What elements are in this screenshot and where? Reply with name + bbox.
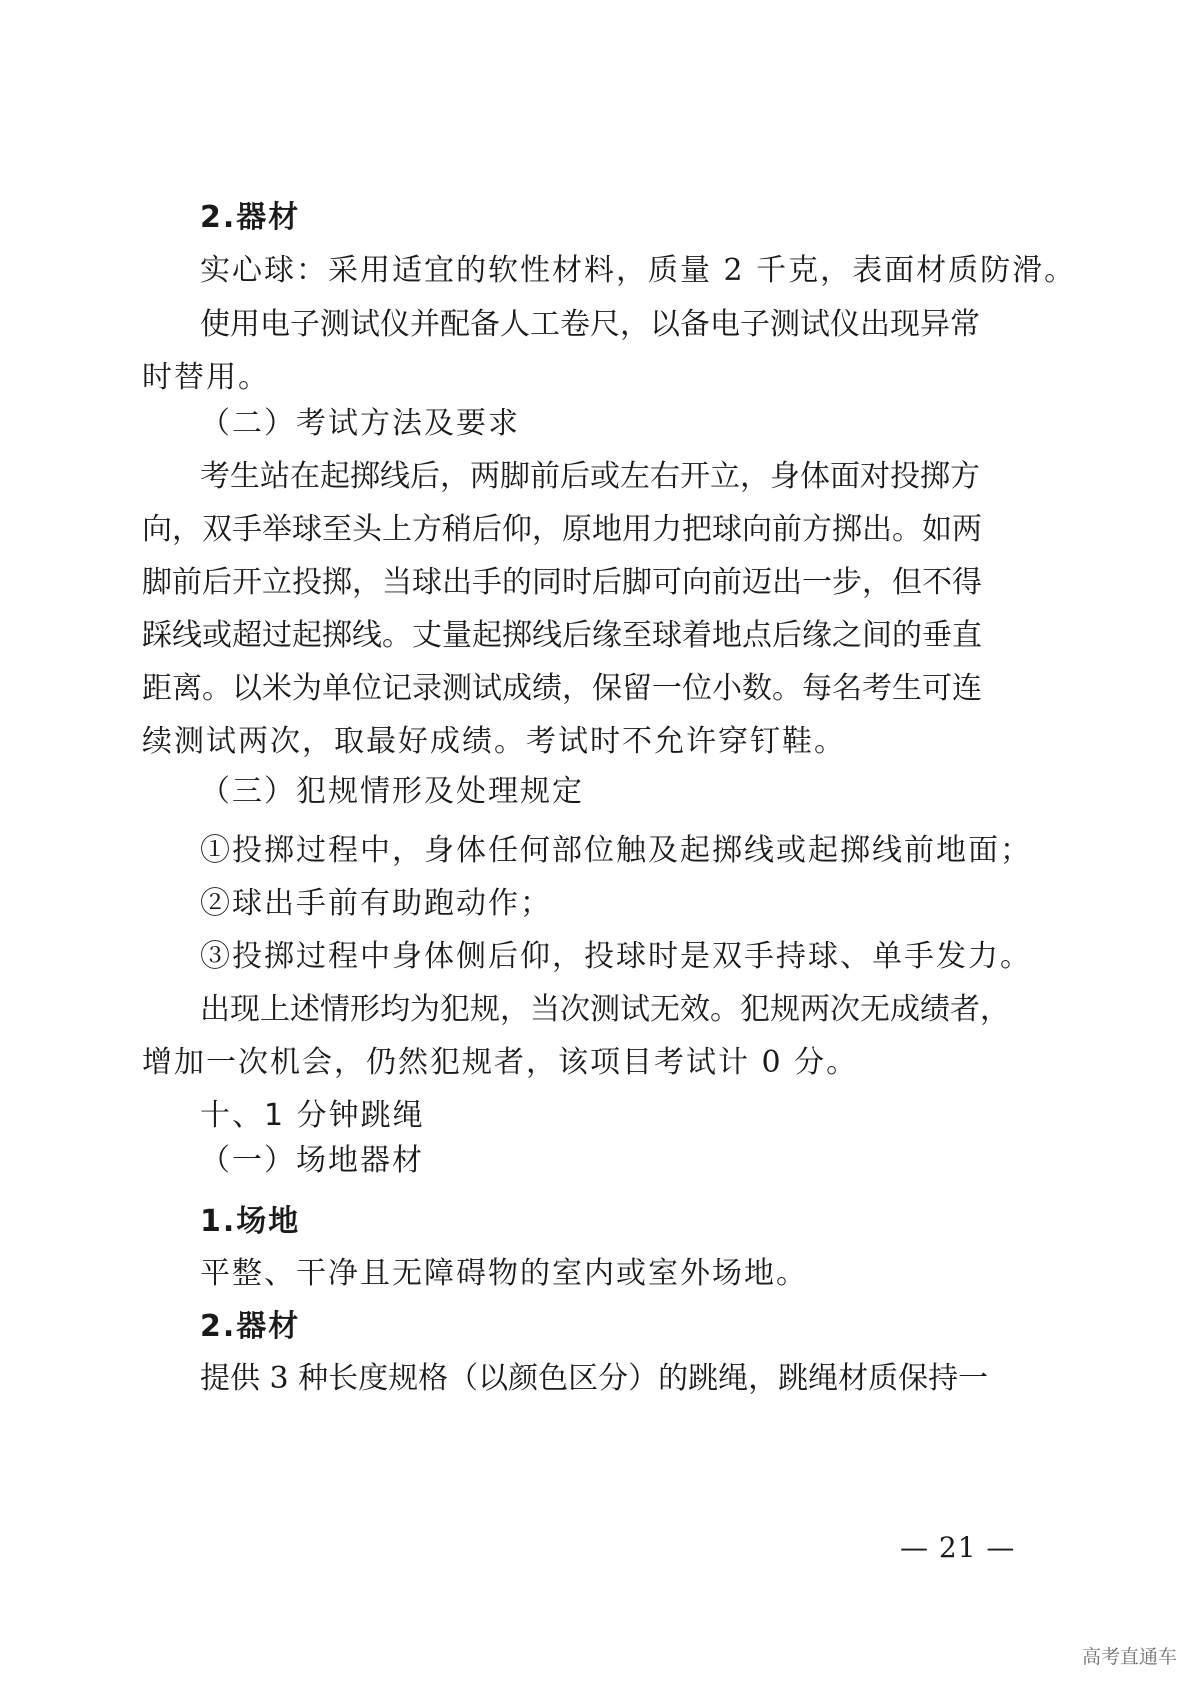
paragraph-line: 出现上述情形均为犯规，当次测试无效。犯规两次无成绩者， <box>200 992 1010 1027</box>
watermark-text: 高考直通车 <box>1081 1646 1177 1668</box>
paragraph-line: 提供 3 种长度规格（以颜色区分）的跳绳，跳绳材质保持一 <box>200 1361 989 1396</box>
section-heading-venue: 1.场地 <box>200 1204 301 1239</box>
paragraph-line: 踩线或超过起掷线。丈量起掷线后缘至球着地点后缘之间的垂直 <box>142 618 982 653</box>
list-item: ②球出手前有助跑动作； <box>200 886 552 921</box>
list-item: ③投掷过程中身体侧后仰，投球时是双手持球、单手发力。 <box>200 939 1032 974</box>
list-item: ①投掷过程中，身体任何部位触及起掷线或起掷线前地面； <box>200 833 1032 868</box>
paragraph-line: 向，双手举球至头上方稍后仰，原地用力把球向前方掷出。如两 <box>142 512 982 547</box>
paragraph-line: 使用电子测试仪并配备人工卷尺，以备电子测试仪出现异常 <box>200 307 980 342</box>
paragraph-line: 距离。以米为单位记录测试成绩，保留一位小数。每名考生可连 <box>142 671 982 706</box>
subsection-heading-method: （二）考试方法及要求 <box>200 406 520 441</box>
paragraph-line: 时替用。 <box>142 360 270 395</box>
subsection-heading-fouls: （三）犯规情形及处理规定 <box>200 774 584 809</box>
paragraph-line: 平整、干净且无障碍物的室内或室外场地。 <box>200 1256 808 1291</box>
paragraph-line: 考生站在起掷线后，两脚前后或左右开立，身体面对投掷方 <box>200 459 980 494</box>
paragraph-line: 增加一次机会，仍然犯规者，该项目考试计 0 分。 <box>142 1045 859 1080</box>
page-number: — 21 — <box>900 1531 1016 1564</box>
paragraph-line: 脚前后开立投掷，当球出手的同时后脚可向前迈出一步，但不得 <box>142 565 982 600</box>
section-heading-equipment-2: 2.器材 <box>200 1309 301 1344</box>
section-heading-equipment: 2.器材 <box>200 200 301 235</box>
subsection-heading-venue: （一）场地器材 <box>200 1143 424 1178</box>
section-heading-jump-rope: 十、1 分钟跳绳 <box>200 1098 425 1133</box>
paragraph-line: 实心球：采用适宜的软性材料，质量 2 千克，表面材质防滑。 <box>200 253 1077 288</box>
paragraph-line: 续测试两次，取最好成绩。考试时不允许穿钉鞋。 <box>142 724 846 759</box>
